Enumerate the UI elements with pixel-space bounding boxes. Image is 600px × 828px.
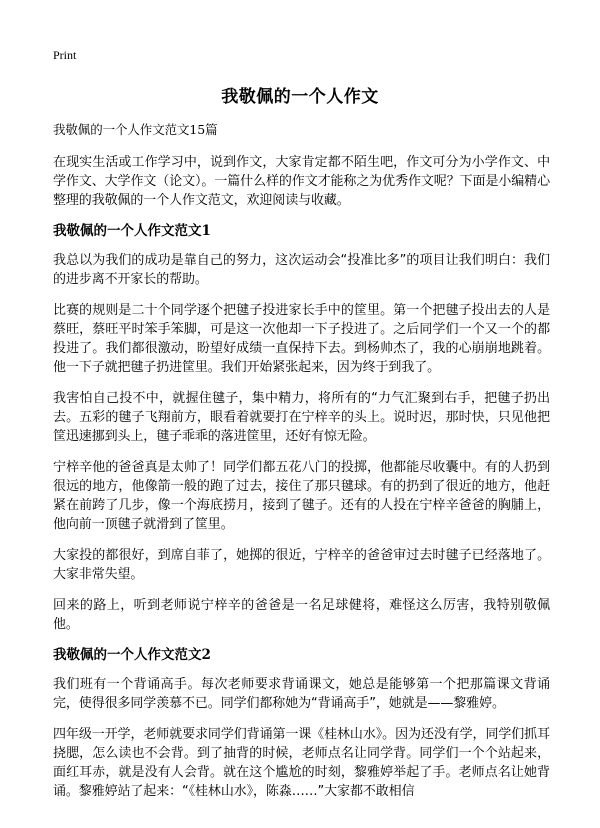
paragraph: 回来的路上，听到老师说宁梓辛的爸爸是一名足球健将，难怪这么厉害，我特别敬佩他。 [53,598,550,632]
article-body [53,120,550,813]
page-title: 我敬佩的一个人作文 [221,87,379,107]
paragraph: 四年级一开学，老师就要求同学们背诵第一课《桂林山水》。因为还没有学，同学们抓耳挠腮，怎么读也不会背。到了抽背的时候，老师点名让同学背。同学们一个个站起来，面红耳赤，就是没有人会背。就在这个尴尬的时刻，黎雅婷举起了手。老师点名让她背诵。黎雅婷站了起来：“《桂林山水》，陈淼……”大家都不敢相信 [53,727,550,799]
paragraph: 宁梓辛他的爸爸真是太帅了！同学们都五花八门的投掷，他都能尽收囊中。有的人扔到很远的地方，他像箭一般的跑了过去，接住了那只毽球。有的扔到了很近的地方，他赶紧在前跨了几步，像一个海底捞月，接到了毽子。还有的人投在宁梓辛爸爸的胸脯上，他向前一顶毽子就滑到了筐里。 [53,460,550,532]
section-heading: 我敬佩的一个人作文范文1 [53,223,211,239]
paragraph: 我害怕自己投不中，就握住毽子，集中精力，将所有的“力气汇聚到右手，把毽子扔出去。五彩的毽子飞翔前方，眼看着就要打在宁梓辛的头上。说时迟，那时快，只见他把筐迅速挪到头上，毽子乖乖的落进筐里，还好有惊无险。 [53,391,550,444]
intro-paragraph: 在现实生活或工作学习中，说到作文，大家肯定都不陌生吧，作文可分为小学作文、中学作文、大学作文（论文）。一篇什么样的作文才能称之为优秀作文呢？下面是小编精心整理的我敬佩的一个人作文范文，欢迎阅读与收藏。 [53,155,550,208]
paragraph: 我们班有一个背诵高手。每次老师要求背诵课文，她总是能够第一个把那篇课文背诵完，使得很多同学羡慕不已。同学们都称她为“背诵高手”，她就是——黎雅婷。 [53,677,550,711]
article-subtitle: 我敬佩的一个人作文范文15篇 [53,122,218,137]
section-heading: 我敬佩的一个人作文范文2 [53,647,211,663]
paragraph: 比赛的规则是二十个同学逐个把毽子投进家长手中的筐里。第一个把毽子投出去的人是蔡旺，蔡旺平时笨手笨脚，可是这一次他却一下子投进了。之后同学们一个又一个的都投进了。我们都很激动，盼望好成绩一直保持下去。到杨帅杰了，我的心崩崩地跳着。他一下子就把毽子扔进筐里。我们开始紧张起来，因为终于到我了。 [53,303,550,375]
paragraph: 大家投的都很好，到席自菲了，她掷的很近，宁梓辛的爸爸审过去时毽子已经落地了。大家非常失望。 [53,548,550,582]
print-link[interactable]: Print [53,48,77,62]
paragraph: 我总以为我们的成功是靠自己的努力，这次运动会“投准比多”的项目让我们明白：我们的进步离不开家长的帮助。 [53,253,550,287]
